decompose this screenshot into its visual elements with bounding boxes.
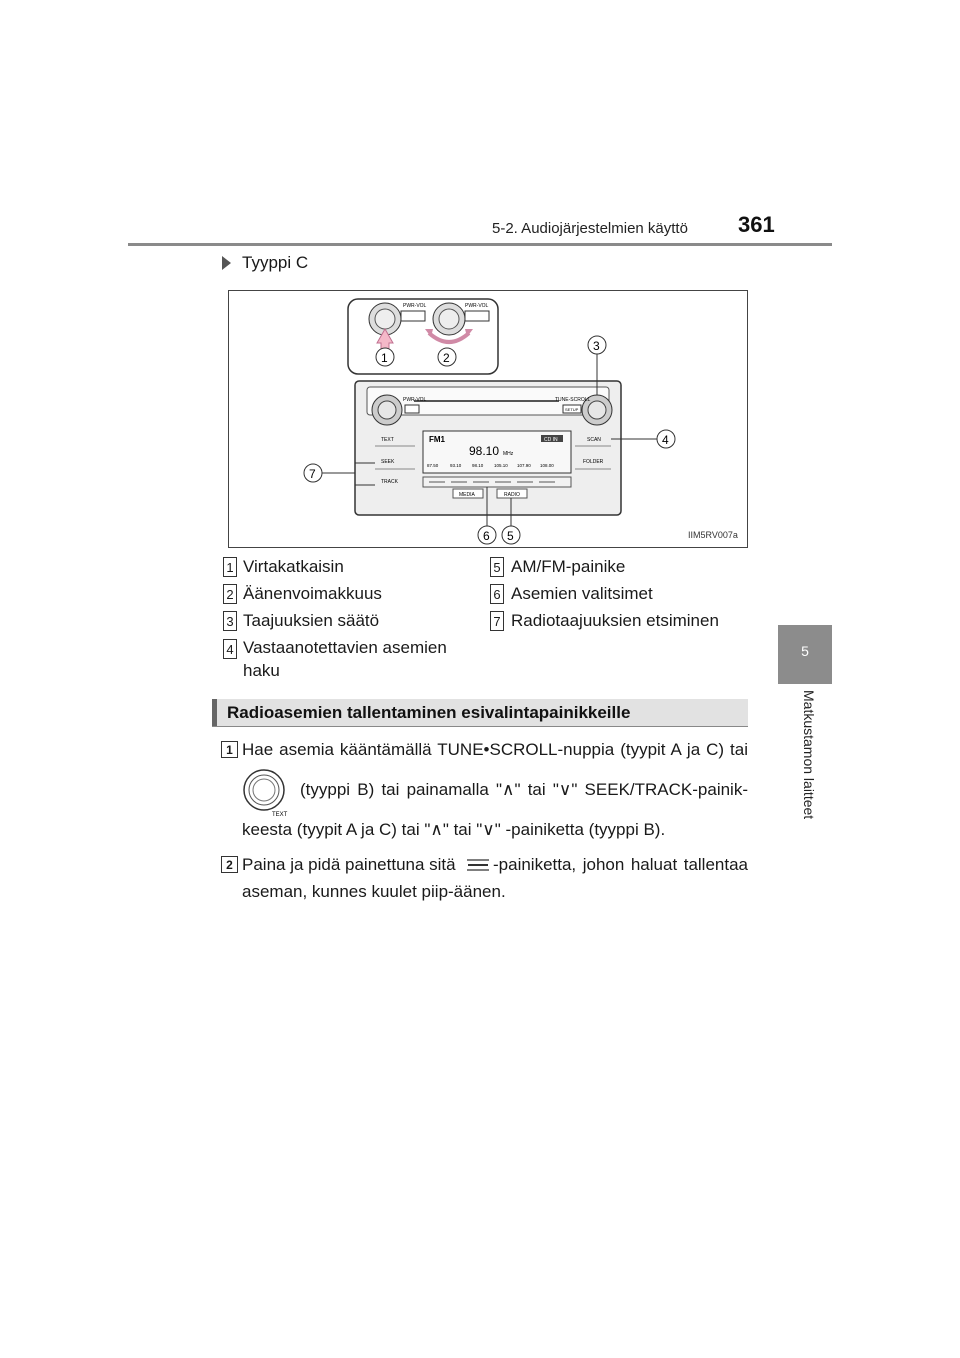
- type-label: Tyyppi C: [242, 253, 309, 272]
- display-preset: 107.90: [517, 463, 531, 468]
- label-radio: RADIO: [504, 492, 520, 498]
- chapter-tab: [778, 625, 832, 684]
- legend-text: Virtakatkaisin: [243, 557, 344, 576]
- step-2-line-1a: Paina ja pidä painettuna sitä: [242, 855, 456, 874]
- display-indicator: CD IN: [544, 437, 558, 443]
- callout-4-label: 4: [662, 433, 669, 447]
- inset-label-pwr-vol-2: PWR-VOL: [465, 303, 489, 309]
- chapter-number: 5: [801, 643, 809, 659]
- step-number: 1: [221, 741, 238, 758]
- label-track: TRACK: [381, 479, 398, 485]
- legend-text: Vastaanotettavien asemien: [243, 638, 447, 657]
- inset-label-pwr-vol-1: PWR-VOL: [403, 303, 427, 309]
- legend-number: 7: [490, 611, 504, 631]
- label-tune-scroll: TUNE-SCROLL: [555, 397, 591, 403]
- step-2-line-2: aseman, kunnes kuulet piip-äänen.: [242, 882, 506, 901]
- legend-number: 6: [490, 584, 504, 604]
- callout-5-label: 5: [507, 529, 514, 543]
- legend-number: 1: [223, 557, 237, 577]
- legend-number: 3: [223, 611, 237, 631]
- label-text: TEXT: [381, 437, 394, 443]
- header-rule: [128, 243, 832, 246]
- audio-panel-illustration: [229, 291, 749, 549]
- legend-number: 4: [223, 639, 237, 659]
- bullet-arrow-icon: [222, 256, 231, 270]
- callout-2-label: 2: [443, 351, 450, 365]
- chapter-title: Matkustamon laitteet: [801, 690, 817, 820]
- figure-code: IIM5RV007a: [688, 530, 738, 540]
- label-setup: SETUP: [565, 407, 579, 412]
- knob-text-label: TEXT: [272, 812, 288, 818]
- callout-7-label: 7: [309, 467, 316, 481]
- display-preset: 93.10: [450, 463, 462, 468]
- page-number: 361: [738, 212, 775, 237]
- preset-button-icon: [465, 857, 491, 873]
- legend-text: haku: [243, 661, 280, 680]
- legend-text: Asemien valitsimet: [511, 584, 653, 603]
- section-title-bar: [212, 699, 748, 726]
- step-1-line-1: Hae asemia kääntämällä TUNE•SCROLL-nuppia (tyypit A ja C) tai: [242, 740, 748, 759]
- display-preset: 87.50: [427, 463, 439, 468]
- section-underline: [212, 726, 748, 727]
- callout-3-label: 3: [593, 339, 600, 353]
- display-preset: 98.10: [472, 463, 484, 468]
- label-seek: SEEK: [381, 459, 395, 465]
- callout-1-label: 1: [381, 351, 388, 365]
- tune-knob-icon: [242, 768, 292, 818]
- legend-text: AM/FM-painike: [511, 557, 626, 576]
- display-preset: 108.00: [540, 463, 554, 468]
- legend-text: Taajuuksien säätö: [243, 611, 380, 630]
- display-preset: 105.10: [494, 463, 508, 468]
- step-1-line-3: keesta (tyypit A ja C) tai "∧" tai "∨" -painiketta (tyyppi B).: [242, 820, 666, 839]
- section-heading: 5-2. Audiojärjestelmien käyttö: [492, 220, 688, 237]
- step-number: 2: [221, 856, 238, 873]
- display-unit: MHz: [503, 451, 514, 457]
- label-scan: SCAN: [587, 437, 601, 443]
- callout-6-label: 6: [483, 529, 490, 543]
- label-pwr-vol: PWR-VOL: [403, 397, 427, 403]
- legend-number: 2: [223, 584, 237, 604]
- label-media: MEDIA: [459, 492, 475, 498]
- label-folder: FOLDER: [583, 459, 604, 465]
- display-frequency: 98.10: [469, 444, 500, 458]
- display-band: FM1: [429, 435, 445, 444]
- legend-text: Äänenvoimakkuus: [243, 584, 382, 603]
- section-title: Radioasemien tallentaminen esivalintapainikkeille: [227, 703, 631, 722]
- step-2-line-1b: -painiketta, johon haluat tallentaa: [493, 855, 748, 874]
- chapter-label: [783, 690, 823, 840]
- legend-number: 5: [490, 557, 504, 577]
- audio-panel-figure: [228, 290, 748, 548]
- legend-text: Radiotaajuuksien etsiminen: [511, 611, 719, 630]
- step-1-line-2: (tyyppi B) tai painamalla "∧" tai "∨" SEEK/TRACK-painik-: [300, 780, 748, 799]
